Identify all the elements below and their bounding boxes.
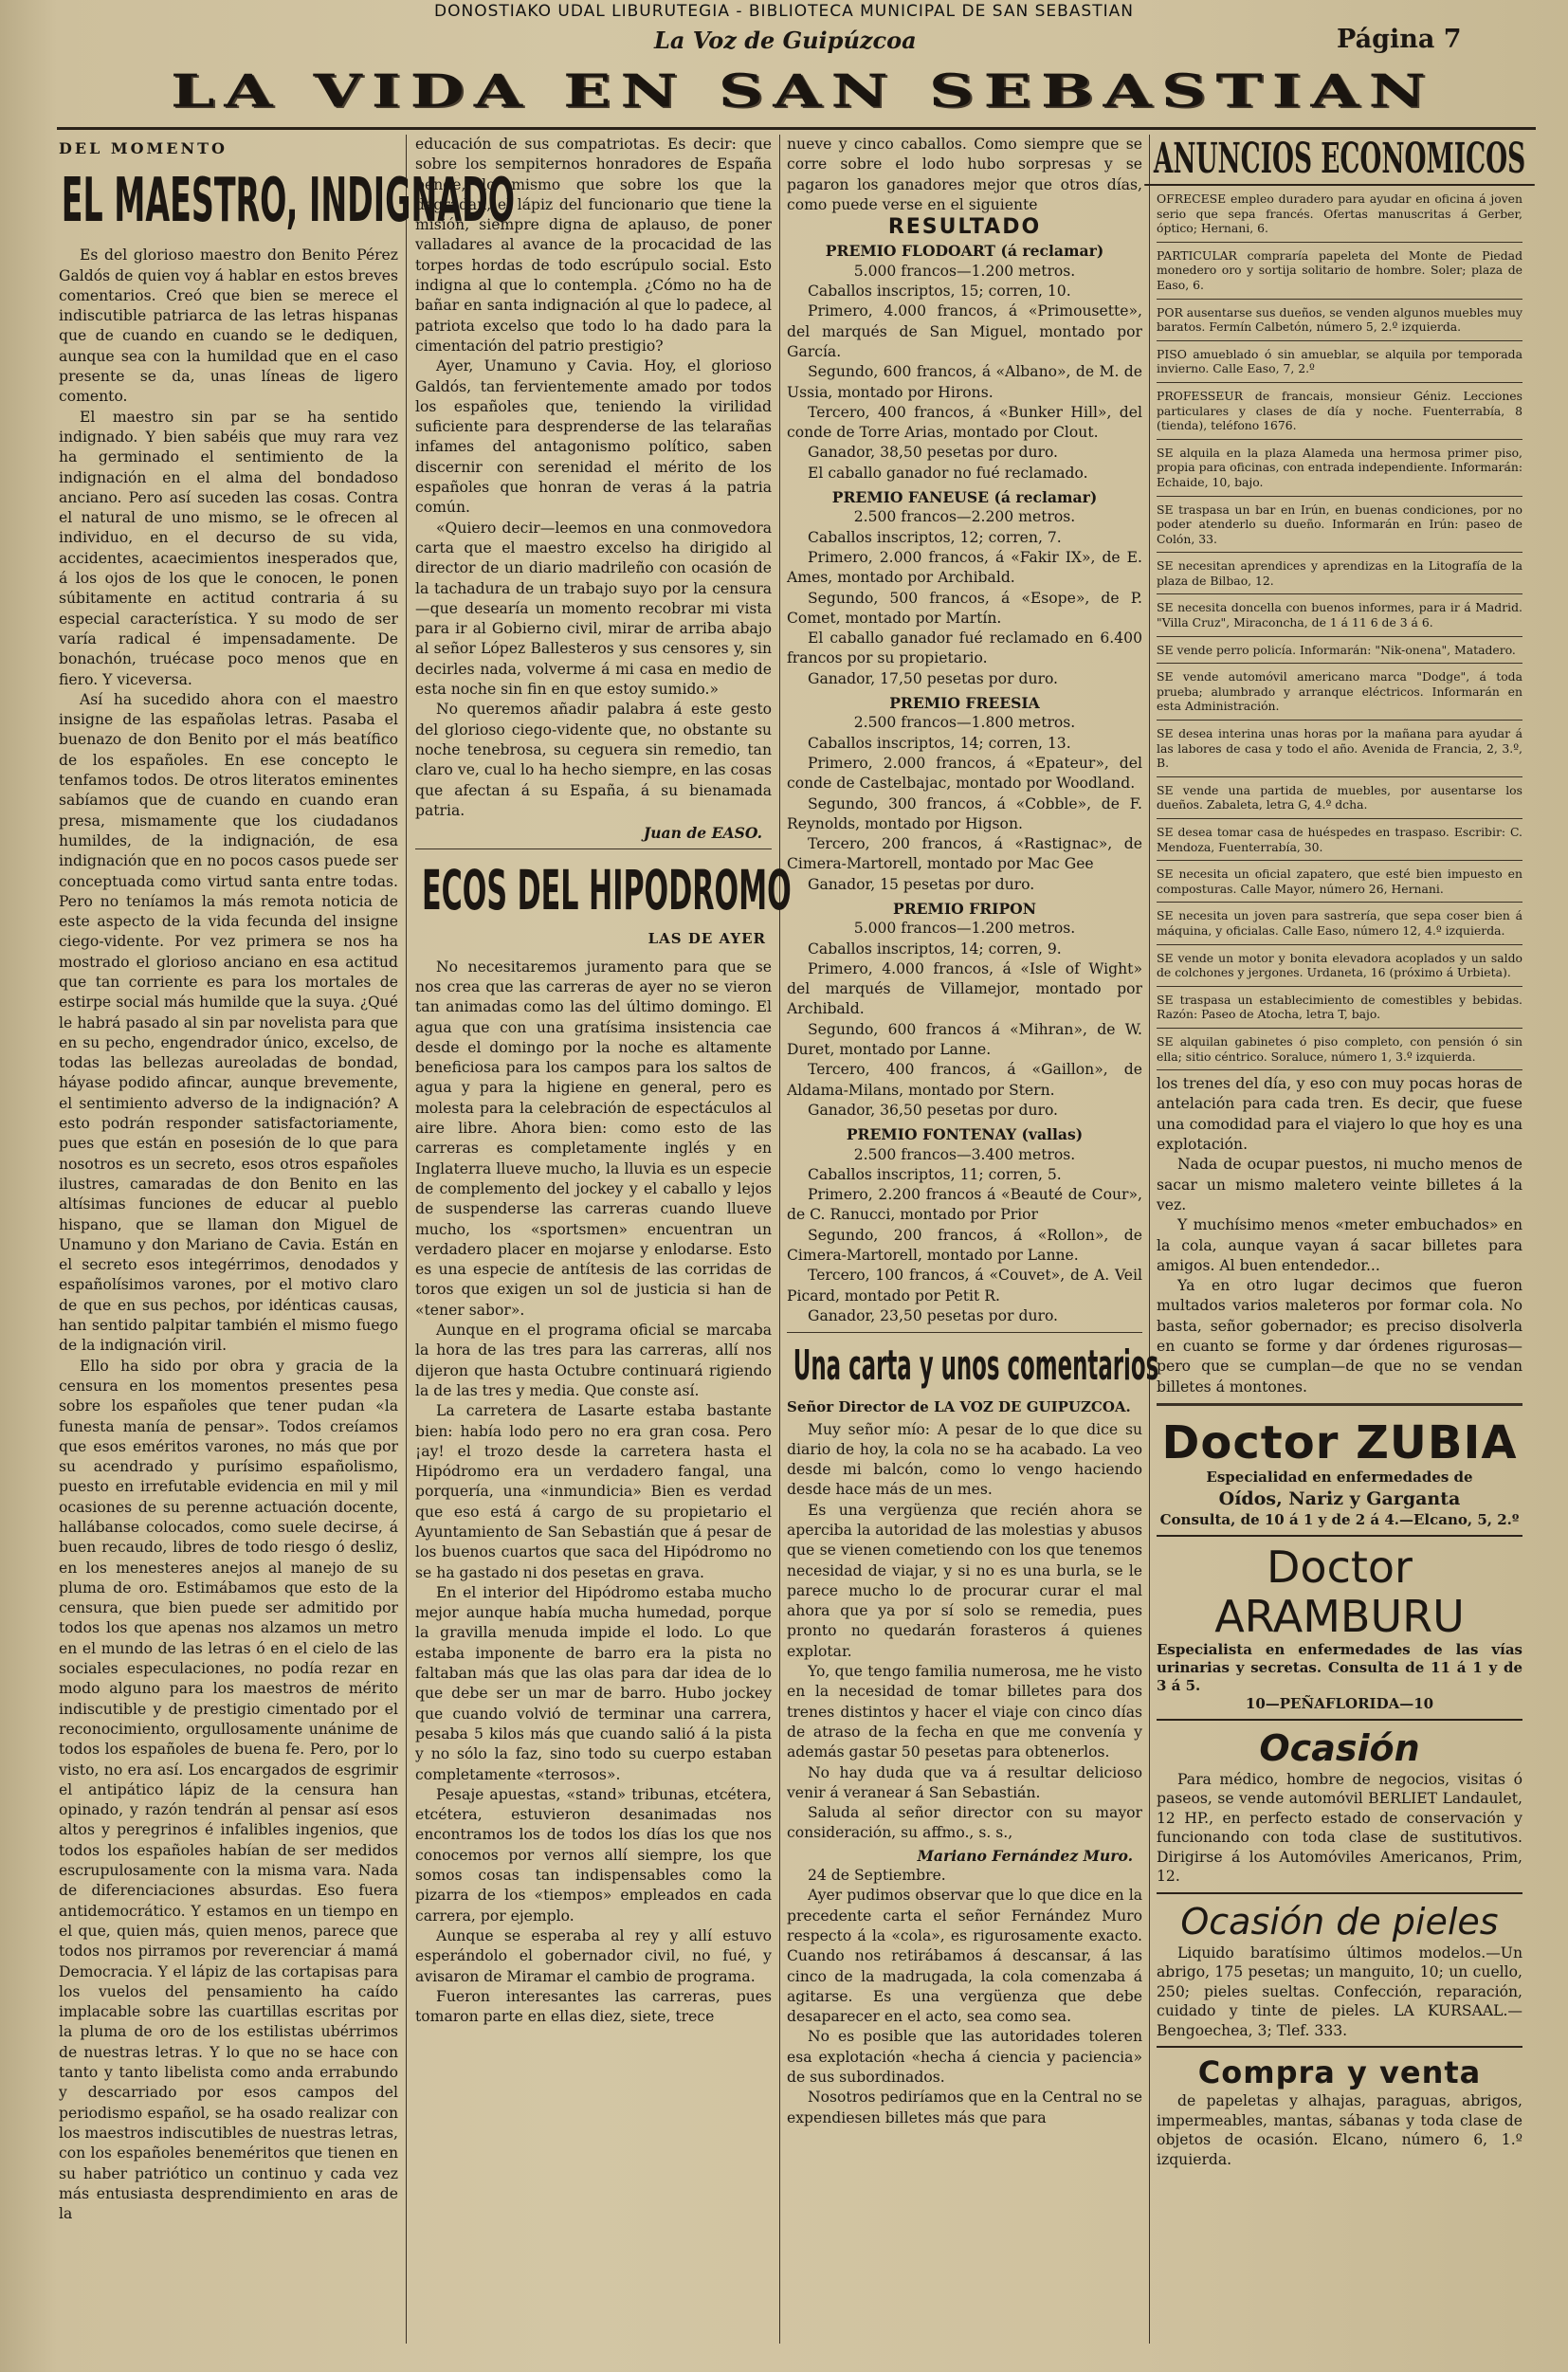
paragraph: «Quiero decir—leemos en una conmovedora carta que el maestro excelso ha dirigido al director de un diario madrileño con ocasión de la tachadura de un trabajo suyo por la censura—que desearía un momento recobrar mi vista para ir al Gobierno civil, mirar de arriba abajo al señor López Ballesteros y sus censores y, sin decirles nada, volverme á mi casa en medio de esta noche sin fin en que estoy sumido.» [415, 519, 772, 699]
column-divider [1149, 135, 1150, 2344]
ad-line: Consulta, de 10 á 1 y de 2 á 4.—Elcano, 5, 2.º [1159, 1510, 1520, 1528]
race-line: Tercero, 100 francos, á «Couvet», de A. Veil Picard, montado por Petit R. [787, 1267, 1142, 1305]
classified-ad: SE necesita un oficial zapatero, que esté bien impuesto en composturas. Calle Mayor, número 26, Hernani. [1157, 861, 1522, 903]
classified-ad: SE necesitan aprendices y aprendizas en la Litografía de la plaza de Bilbao, 12. [1157, 553, 1522, 594]
paragraph: Pesaje apuestas, «stand» tribunas, etcétera, etcétera, estuvieron desanimadas nos encontramos los de todos los días los que nos conocemos por vernos allí siempre, los que somos cosas tan indispensables como la pizarra de los «tiempos» empleados en cada carrera, por ejemplo. [415, 1785, 772, 1925]
race-line: Primero, 2.000 francos, á «Epateur», del conde de Castelbajac, montado por Woodland. [787, 754, 1142, 793]
race-line: Caballos inscriptos, 11; corren, 5. [808, 1165, 1062, 1183]
letter-addressee: Señor Director de LA VOZ DE GUIPUZCOA. [787, 1398, 1131, 1416]
divider [787, 1332, 1142, 1333]
ad-doctor-aramburu [1157, 1537, 1522, 1721]
column-4 [1153, 135, 1526, 2175]
paragraph: No necesitaremos juramento para que se nos crea que las carreras de ayer no se vieron tan animadas como las del último domingo. El agua que con una gratísima insistencia cae desde el domingo por la noche es altamente beneficiosa para los campos para los saltos de agua y para la higiene en general, pero es molesta para la celebración de espectáculos al aire libre. Ahora bien: como esto de las carreras es completamente inglés y en Inglaterra llueve mucho, la lluvia es un especie de complemento del jockey y el caballo y lejos de suspenderse las carreras cuando llueve mucho, los «sportsmen» encuentran un verdadero placer en mojarse y enlodarse. Esto es una especie de antítesis de las corridas de toros que exigen un sol de justicia si han de «tener sabor». [415, 958, 772, 1319]
ad-compra-venta [1157, 2048, 1522, 2175]
ad-doctor-zubia [1157, 1412, 1522, 1537]
paragraph: Nosotros pediríamos que en la Central no se expendiesen billetes más que para [787, 2089, 1143, 2126]
race-line: Primero, 2.000 francos, á «Fakir IX», de E. Ames, montado por Archibald. [787, 548, 1142, 587]
race-line: Ganador, 17,50 pesetas por duro. [808, 669, 1059, 687]
paragraph: Aunque se esperaba al rey y allí estuvo esperándolo el gobernador civil, no fué, y avisaron de Miramar el cambio de programa. [415, 1926, 772, 1985]
race-line: El caballo ganador no fué reclamado. [808, 464, 1088, 482]
ad-pieles [1157, 1894, 1522, 2049]
race-line: Primero, 2.200 francos á «Beauté de Cour», de C. Ranucci, montado por Prior [787, 1186, 1142, 1224]
article-title: EL MAESTRO, INDIGNADO [61, 166, 516, 237]
race-line: Tercero, 400 francos, á «Gaillon», de Aldama-Milans, montado por Stern. [787, 1061, 1142, 1099]
article-kicker: DEL MOMENTO [59, 139, 228, 157]
race-line: Caballos inscriptos, 12; corren, 7. [808, 528, 1062, 546]
race-line: Primero, 4.000 francos, á «Primousette», del marqués de San Miguel, montado por García. [787, 302, 1142, 360]
ad-text: Liquido baratísimo últimos modelos.—Un abrigo, 175 pesetas; un manguito, 10; un cuello, 250; pieles sueltas. Confección, reparación, cuidado y tinte de pieles. LA KURSAAL.—Bengoechea, 3; Tlef. 333. [1157, 1943, 1522, 2039]
ad-text: Para médico, hombre de negocios, visitas ó paseos, se vende automóvil BERLIET Landaulet, 12 HP., en perfecto estado de conservación y funcionando con toda clase de sustitutivos. Dirigirse á los Automóviles Americanos, Prim, 12. [1157, 1770, 1522, 1886]
race-line: Ganador, 15 pesetas por duro. [808, 875, 1035, 893]
ad-title: Doctor ARAMBURU [1214, 1541, 1465, 1642]
paragraph: Es una vergüenza que recién ahora se aperciba la autoridad de las molestias y abusos que se vienen cometiendo con los que tenemos necesidad de viajar, y si no es una burla, se le parece mucho lo de procurar curar el mal ahora que ya por sí solo se remedia, pues pronto no quedarán forasteros á quienes explotar. [787, 1501, 1142, 1660]
paragraph: Yo, que tengo familia numerosa, me he visto en la necesidad de tomar billetes para dos trenes distintos y hacer el viaje con cinco días de atraso de la fecha en que me convenía y además gastar 50 pesetas para obtenerlos. [787, 1663, 1142, 1761]
race-line: Caballos inscriptos, 14; corren, 13. [808, 734, 1071, 752]
paragraph: Nada de ocupar puestos, ni mucho menos de sacar un mismo maletero veinte billetes á la vez. [1157, 1156, 1522, 1213]
paragraph: Ya en otro lugar decimos que fueron multados varios maleteros por formar cola. No basta, señor gobernador; es preciso disolverla en cuanto se forme y dar órdenes rigurosas—pero que se cumplan—de que no se vendan billetes á montones. [1157, 1277, 1522, 1396]
classified-ad: SE necesita un joven para sastrería, que sepa coser bien á máquina, y oficialas. Calle Easo, número 12, 4.º izquierda. [1157, 903, 1522, 944]
race-line: Segundo, 300 francos, á «Cobble», de F. Reynolds, montado por Higson. [787, 794, 1142, 832]
divider [1157, 1403, 1522, 1406]
race-line: 2.500 francos—2.200 metros. [853, 508, 1076, 526]
column-1 [59, 135, 516, 2224]
race-line: Segundo, 200 francos, á «Rollon», de Cimera-Martorell, montado por Lanne. [787, 1226, 1142, 1265]
paragraph: Ayer pudimos observar que lo que dice en la precedente carta el señor Fernández Muro respecto á la «cola», es rigurosamente exacto. Cuando nos retirábamos á descansar, á las cinco de la madrugada, la cola comenzaba á agitarse. Es una vergüenza que debe desaparecer en el acto, sea como sea. [787, 1887, 1142, 2026]
paragraph: No es posible que las autoridades toleren esa explotación «hecha á ciencia y paciencia» de sus subordinados. [787, 2028, 1142, 2087]
paragraph: Fueron interesantes las carreras, pues tomaron parte en ellas diez, siete, trece [415, 1987, 772, 2026]
race-prize: PREMIO FRIPON [892, 899, 1037, 918]
classified-ad: PARTICULAR compraría papeleta del Monte de Piedad monedero oro y sortija solitario de hombre. Soler; plaza de Easo, 6. [1157, 243, 1522, 300]
letter-date: 24 de Septiembre. [808, 1867, 946, 1885]
ad-line: Especialidad en enfermedades de [1206, 1468, 1473, 1486]
ad-title: Compra y venta [1197, 2054, 1482, 2091]
paragraph: educación de sus compatriotas. Es decir: que sobre los sempiternos honradores de España pende, lo mismo que sobre los que la degradan, el lápiz del funcionario que tiene la misión, siempre digna de aplauso, de poner valladares al avance de la procacidad de las torpes hordas de todo escrúpulo social. Esto indigna al que lo contempla. ¿Cómo no ha de bañar en santa indignación al que lo padece, al patriota excelso que todo lo ha dado para la cimentación del patrio prestigio? [415, 136, 772, 355]
classified-ads-list [1157, 186, 1522, 1070]
paragraph: Aunque en el programa oficial se marcaba la hora de las tres para las carreras, allí nos dijeron que hasta Octubre continuará rigiendo la de las tres y media. Que conste así. [415, 1322, 772, 1399]
classified-ad: SE traspasa un establecimiento de comestibles y bebidas. Razón: Paseo de Atocha, letra T, bajo. [1157, 987, 1522, 1029]
article-signature: Juan de EASO. [643, 824, 762, 843]
page-number: Página 7 [1337, 25, 1462, 54]
race-line: 5.000 francos—1.200 metros. [853, 920, 1076, 938]
race-line: Ganador, 23,50 pesetas por duro. [808, 1306, 1059, 1324]
ad-line: Oídos, Nariz y Garganta [1218, 1487, 1461, 1509]
race-line: El caballo ganador fué reclamado en 6.400 francos por su propietario. [787, 629, 1142, 667]
article-title: Una carta y unos comentarios [793, 1341, 1159, 1391]
ad-text: de papeletas y alhajas, paraguas, abrigos, impermeables, mantas, sábanas y toda clase de objetos de ocasión. Elcano, número 6, 1.º izquierda. [1157, 2092, 1522, 2168]
article-title: ECOS DEL HIPODROMO [422, 858, 792, 923]
column-2 [415, 135, 792, 2027]
classified-ad: PISO amueblado ó sin amueblar, se alquila por temporada invierno. Calle Easo, 7, 2.º [1157, 341, 1522, 383]
race-line: Tercero, 400 francos, á «Bunker Hill», del conde de Torre Arias, montado por Clout. [787, 403, 1142, 442]
paragraph: los trenes del día, y eso con muy pocas horas de antelación para cada tren. Es decir, que fuese una comodidad para el viajero lo que hoy es una explotación. [1157, 1075, 1522, 1154]
ad-title: Ocasión de pieles [1180, 1900, 1499, 1943]
classified-ad: POR ausentarse sus dueños, se venden algunos muebles muy baratos. Fermín Calbetón, número 5, 2.º izquierda. [1157, 300, 1522, 341]
paragraph: Ello ha sido por obra y gracia de la censura en los momentos presentes pesa sobre los españoles que tener pudan «la funesta manía de pensar». Todos creíamos que esos eméritos varones, no más que por su acendrado y purísimo españolismo, puesto en irrefutable evidencia en mil y mil ocasiones de su perenne actuación docente, hallábanse colocados, como suele decirse, á buen recaudo, libres de todo riesgo ó desliz, en los menesteres anejos al manejo de su pluma de oro. Estimábamos que esto de la censura, que bien puede ser admitido por todos los que apenas nos alzamos un metro en el mundo de las letras ó en el cielo de las sociales especulaciones, no podía rezar en modo alguno para los maestros de mérito indiscutible y de prestigio cimentado por el reconocimiento, orgullosamente unánime de todos los españoles de buena fe. Pero, por lo visto, no era así. Los encargados de esgrimir el antipático lápiz de la censura han opinado, y razón tendrán al pensar así esos altos y peregrinos é infalibles ingenios, que todos los españoles habían de ser medidos escrupulosamente con la misma vara. Nada de diferenciaciones absurdas. Eso fuera antidemocrático. Y estamos en un tiempo en el que, quien más, quien menos, parece que todos nos pirramos por reverenciar á mamá Democracia. Y el lápiz de las cortapisas para los vuelos del pensamiento ha caído implacable sobre las cuartillas escritas por la pluma de oro de los estilistas ubérrimos de nuestras letras. Y lo que no se hace con tanto y tanto libelista como anda errabundo y descarriado por esos campos del periodismo español, se ha osado realizar con los maestros indiscutibles de nuestras letras, con los españoles beneméritos que tienen en su haber patriótico un continuo y cada vez más entusiasta desprendimiento en aras de la [59, 1357, 398, 2223]
race-line: 2.500 francos—1.800 metros. [853, 714, 1076, 732]
race-line: 2.500 francos—3.400 metros. [853, 1145, 1076, 1163]
classified-ad: SE vende perro policía. Informarán: "Nik-onena", Matadero. [1157, 637, 1522, 665]
paragraph: Saluda al señor director con su mayor consideración, su affmo., s. s., [787, 1804, 1142, 1842]
ad-ocasion [1157, 1721, 1522, 1894]
paragraph: nueve y cinco caballos. Como siempre que se corre sobre el lodo hubo sorpresas y se pagaron los ganadores mejor que otros días, como puede verse en el siguiente [787, 136, 1142, 213]
race-line: Caballos inscriptos, 15; corren, 10. [808, 283, 1071, 301]
classified-ad: SE vende automóvil americano marca "Dodge", á toda prueba; alumbrado y arranque eléctricos. Informarán en esta Administración. [1157, 664, 1522, 721]
ad-title: Ocasión [1259, 1726, 1420, 1769]
paragraph: No hay duda que va á resultar delicioso venir á veranear á San Sebastián. [787, 1763, 1142, 1801]
race-line: Segundo, 500 francos, á «Esope», de P. Comet, montado por Martín. [787, 589, 1142, 627]
paragraph: La carretera de Lasarte estaba bastante bien: había lodo pero no era gran cosa. Pero ¡ay! el trozo desde la carretera hasta el Hipódromo era un verdadero fangal, una porquería, una «inmundicia» Bien es verdad que eso está á cargo de su propietario el Ayuntamiento de San Sebastián que á pesar de los buenos cuartos que saca del Hipódromo no se ha gastado ni dos pesetas en grava. [415, 1402, 772, 1581]
race-line: Ganador, 36,50 pesetas por duro. [808, 1101, 1059, 1119]
paragraph: Y muchísimo menos «meter embuchados» en la cola, aunque vayan á sacar billetes para amigos. Al buen entendedor... [1157, 1216, 1522, 1274]
classified-ad: SE traspasa un bar en Irún, en buenas condiciones, por no poder atenderlo su dueño. Informarán en Irún: paseo de Colón, 33. [1157, 497, 1522, 554]
classified-ad: SE vende un motor y bonita elevadora acoplados y un saldo de colchones y jergones. Urdaneta, 16 (próximo á Urbieta). [1157, 945, 1522, 987]
paragraph: El maestro sin par se ha sentido indignado. Y bien sabéis que muy rara vez ha germinado el sentimiento de la indignación en el alma del bondadoso anciano. Pero así suceden las cosas. Contra el natural de uno mismo, se le ofrecen al individuo, en el decurso de su vida, accidentes, acaecimientos inesperados que, á los ojos de los que le conocen, le ponen súbitamente en actitud contraria á su especial característica. Y su modo de ser varía radical é impensadamente. De bonachón, truécase poco menos que en fiero. Y viceversa. [59, 408, 398, 688]
race-line: Caballos inscriptos, 14; corren, 9. [808, 940, 1062, 958]
paragraph: No queremos añadir palabra á este gesto del glorioso ciego-vidente que, no obstante su noche tenebrosa, su ceguera sin remedio, tan claro ve, cual lo ha hecho siempre, en las cosas que afectan á su España, á su bienamada patria. [415, 701, 772, 819]
race-line: 5.000 francos—1.200 metros. [853, 262, 1076, 280]
paragraph: Es del glorioso maestro don Benito Pérez Galdós de quien voy á hablar en estos breves comentarios. Creó que bien se merece el indiscutible patriarca de las letras hispanas que de cuando en cuando se le dediquen, aunque sea con la humildad que en el caso presente se da, unas líneas de ligero comento. [59, 246, 398, 406]
column-divider [779, 135, 780, 2344]
newspaper-name: La Voz de Guipúzcoa [654, 27, 917, 54]
paragraph: Así ha sucedido ahora con el maestro insigne de las españolas letras. Pasaba el buenazo de don Benito por el más beatífico de los españoles. En ese concepto le tenfamos todos. De otros literatos eminentes sabíamos que de cuando en cuando eran presa, mismamente que los ciudadanos humildes, de la indignación, de esa indignación que en no pocos casos puede ser conceptuada como virtud santa entre todas. Pero no teníamos la más remota noticia de este aspecto de la vida fecunda del insigne ciego-vidente. Por vez primera se nos ha mostrado el glorioso anciano en esa actitud que tan corriente es para los mortales de estirpe social más humilde que la suya. ¿Qué le habrá pasado al sin par novelista para que en su pecho, engendrador único, excelso, de todas las bellezas aureoladas de bondad, háyase podido afincar, aunque brevemente, el sentimiento adverso de la indignación? A esto podrán responder satisfactoriamente, pues que están en posesión de lo que para nosotros es un secreto, esos otros españoles ilustres, camaradas de don Benito en las altísimas funciones de educar al pueblo hispano, que se llaman don Miguel de Unamuno y don Mariano de Cavia. Están en el secreto esos integérrimos, denodados y españolísimos varones, por el motivo claro de que en sus pechos, por idénticas causas, han sentido palpitar también el mismo fuego de la indignación viril. [59, 690, 398, 1355]
classified-ad: OFRECESE empleo duradero para ayudar en oficina á joven serio que sepa francés. Ofertas manuscritas á Gerber, óptico; Hernani, 6. [1157, 186, 1522, 243]
ad-title: Doctor ZUBIA [1161, 1415, 1518, 1469]
ad-line: Especialista en enfermedades de las vías urinarias y secretas. Consulta de 11 á 1 y de 3 á 5. [1157, 1640, 1522, 1694]
column-divider [406, 135, 407, 2344]
ad-line: 10—PEÑAFLORIDA—10 [1245, 1694, 1434, 1712]
race-prize: PREMIO FREESIA [889, 694, 1040, 713]
section-masthead: LA VIDA EN SAN SEBASTIAN [170, 64, 1436, 119]
race-prize: PREMIO FONTENAY (vallas) [846, 1125, 1084, 1144]
paragraph: Muy señor mío: A pesar de lo que dice su diario de hoy, la cola no se ha acabado. La veo desde mi balcón, como lo vengo haciendo desde hace más de un mes. [787, 1420, 1142, 1499]
classified-ad: SE vende una partida de muebles, por ausentarse los dueños. Zabaleta, letra G, 4.º dcha. [1157, 777, 1522, 819]
column-3 [787, 135, 1159, 2128]
race-line: Ganador, 38,50 pesetas por duro. [808, 444, 1059, 462]
classified-ad: SE alquila en la plaza Alameda una hermosa primer piso, propia para oficinas, con entrada independiente. Informarán: Echaide, 10, bajo. [1157, 440, 1522, 497]
classified-ad: SE desea tomar casa de huéspedes en traspaso. Escribir: C. Mendoza, Fuenterrabía, 30. [1157, 819, 1522, 861]
divider [415, 848, 772, 849]
letter-signature: Mariano Fernández Muro. [917, 1846, 1133, 1865]
paragraph: En el interior del Hipódromo estaba mucho mejor aunque había mucha humedad, porque la gravilla menuda impide el lodo. Lo que estaba imponente de barro era la pista no faltaban más que las olas para dar idea de lo que debe ser un mar de barro. Hubo jockey que cuando volvió de terminar una carrera, pesaba 5 kilos más que cuando salió á la pista y no sólo la faz, sino todo su cuerpo estaban completamente «terrosos». [415, 1583, 772, 1783]
race-line: Segundo, 600 francos á «Mihran», de W. Duret, montado por Lanne. [787, 1020, 1142, 1059]
classified-ad: PROFESSEUR de francais, monsieur Géniz. Lecciones particulares y clases de día y noche. Fuenterrabía, 8 (tienda), teléfono 1676. [1157, 383, 1522, 440]
library-stamp: DONOSTIAKO UDAL LIBURUTEGIA - BIBLIOTECA MUNICIPAL DE SAN SEBASTIAN [434, 2, 1134, 21]
race-line: Primero, 4.000 francos, á «Isle of Wight» del marqués de Villamejor, montado por Archibald. [787, 959, 1142, 1018]
race-line: Segundo, 600 francos, á «Albano», de M. de Ussia, montado por Hirons. [787, 363, 1142, 401]
classified-ad: SE desea interina unas horas por la mañana para ayudar á las labores de casa y todo el año. Avenida de Francia, 2, 3.º, B. [1157, 721, 1522, 777]
masthead-rule [57, 127, 1536, 130]
paragraph: Ayer, Unamuno y Cavia. Hoy, el glorioso Galdós, tan fervientemente amado por todos los españoles que, teniendo la virilidad suficiente para desprenderse de las telarañas infames del antagonismo político, saben discernir con serenidad el mérito de los españoles que honran de veras á la patria común. [415, 357, 772, 517]
results-title: RESULTADO [887, 215, 1042, 240]
classified-ad: SE necesita doncella con buenos informes, para ir á Madrid. "Villa Cruz", Miraconcha, de 1 á 11 6 de 3 á 6. [1157, 594, 1522, 636]
article-subhead: LAS DE AYER [647, 930, 766, 948]
race-prize: PREMIO FANEUSE (á reclamar) [831, 488, 1098, 507]
race-line: Tercero, 200 francos, á «Rastignac», de Cimera-Martorell, montado por Mac Gee [787, 835, 1142, 873]
classified-ad: SE alquilan gabinetes ó piso completo, con pensión ó sin ella; sitio céntrico. Soraluce, número 1, 3.º izquierda. [1157, 1029, 1522, 1070]
classifieds-title: ANUNCIOS ECONOMICOS [1144, 135, 1535, 186]
race-prize: PREMIO FLODOART (á reclamar) [825, 242, 1104, 261]
